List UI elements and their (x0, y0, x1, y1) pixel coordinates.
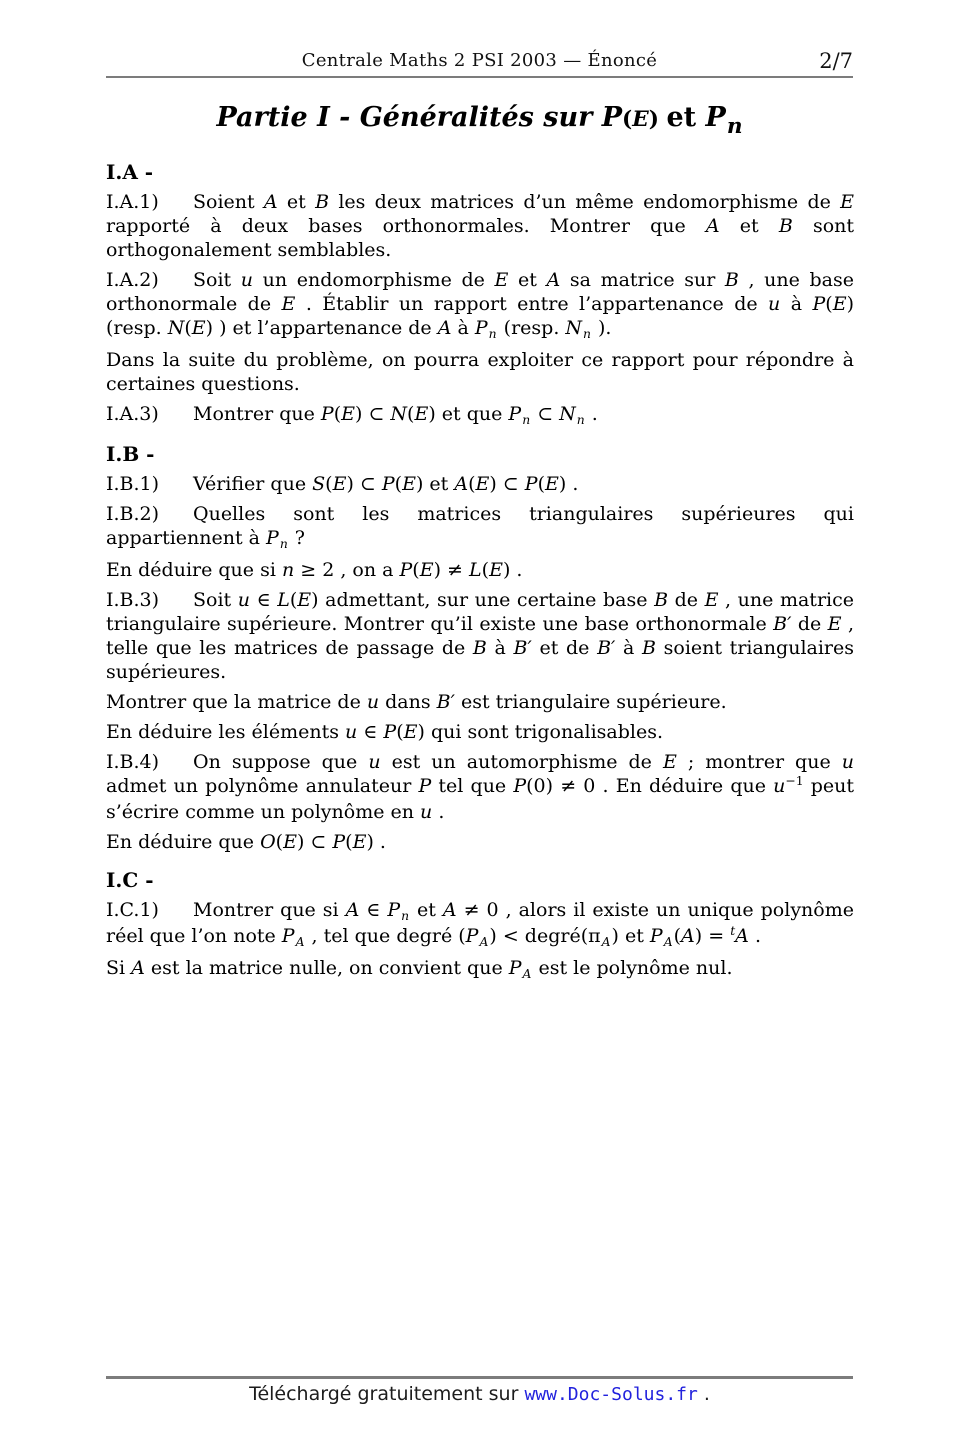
text-segment: E (352, 831, 367, 853)
text-segment: P (474, 317, 488, 339)
text-segment: Soit (193, 589, 238, 611)
text-segment: ( (345, 831, 353, 853)
item-number: I.A.3) (106, 403, 159, 425)
text-segment: E (662, 751, 677, 773)
paragraph (106, 720, 854, 744)
text-segment: B (778, 215, 793, 237)
text-segment: En déduire les éléments (106, 721, 345, 743)
text-segment: E (403, 721, 418, 743)
text-segment: ( (412, 559, 420, 581)
text-segment: ) admettant, sur une certaine base (311, 589, 655, 611)
text-segment: N (167, 317, 185, 339)
text-segment: , tel que degré ( (305, 925, 466, 947)
text-segment: A (681, 925, 695, 947)
text-segment: ( (333, 403, 342, 425)
text-segment: de (668, 589, 705, 611)
text-segment: ≠ 0 , alors il existe un unique polynôme réel que l’on note (106, 899, 854, 947)
text-segment: L (469, 559, 482, 581)
text-segment: B (315, 191, 330, 213)
text-segment: P (705, 102, 726, 133)
text-segment: En déduire que si (106, 559, 282, 581)
text-segment: B′ (597, 637, 616, 659)
text-segment: P (381, 473, 395, 495)
item-number: I.A.1) (106, 191, 159, 213)
text-segment: ∈ (359, 899, 388, 921)
text-segment: . (748, 925, 761, 947)
item-number: I.B.4) (106, 751, 160, 773)
text-segment: les deux matrices d’un même endomorphisme de (329, 191, 841, 213)
text-segment: ) qui sont trigonalisables. (417, 721, 664, 743)
text-segment: ) et que (428, 403, 509, 425)
paragraph (106, 830, 854, 854)
text-segment: A (454, 473, 469, 495)
paragraph (106, 268, 854, 342)
text-segment: ( (622, 107, 633, 132)
text-segment: I.C - (106, 868, 154, 892)
text-segment: E (419, 559, 434, 581)
document-body (106, 160, 854, 982)
text-segment: P (601, 102, 623, 133)
text-segment: ) ) et l’appartenance de (205, 317, 438, 339)
text-segment: E (191, 317, 206, 339)
text-segment: Montrer que si (193, 899, 346, 921)
paragraph (106, 558, 854, 582)
text-segment: t (730, 924, 736, 939)
text-segment: , une matrice triangulaire supérieure. Montrer qu’il existe une base orthonormale (106, 589, 854, 635)
text-segment: à (486, 637, 514, 659)
text-segment: E (402, 473, 416, 495)
text-segment: u (368, 751, 381, 773)
text-segment: ) et (611, 925, 650, 947)
text-segment: . (585, 403, 598, 425)
paragraph (106, 750, 854, 824)
text-segment: ) . (502, 559, 523, 581)
text-segment: u (237, 589, 250, 611)
text-segment: et (719, 215, 779, 237)
text-segment: Soit (193, 269, 241, 291)
text-segment: ⊂ (531, 403, 560, 425)
text-segment: E (494, 269, 509, 291)
text-segment: P (524, 473, 538, 495)
text-segment: B′ (513, 637, 532, 659)
section-heading (106, 160, 854, 184)
item-number: I.C.1) (106, 899, 159, 921)
header-title: Centrale Maths 2 PSI 2003 — Énoncé (301, 50, 658, 71)
text-segment: B (472, 637, 487, 659)
paragraph (106, 898, 854, 950)
text-segment: E (414, 403, 429, 425)
page-number: 2/7 (819, 49, 853, 73)
text-segment: A (131, 957, 145, 979)
text-segment: A (479, 934, 489, 949)
text-segment: Si (106, 957, 132, 979)
text-segment: n (488, 326, 497, 341)
text-segment: E (827, 613, 842, 635)
text-segment: Montrer que (193, 403, 321, 425)
text-segment: On suppose que (193, 751, 369, 773)
text-segment: N (390, 403, 408, 425)
text-segment: u (841, 751, 854, 773)
text-segment: u (240, 269, 254, 291)
text-segment: E (489, 559, 503, 581)
text-segment: (0) ≠ 0 . En déduire que (526, 775, 774, 797)
text-segment: est la matrice nulle, on convient que (144, 957, 509, 979)
text-segment: B′ (773, 613, 792, 635)
text-segment: B′ (436, 691, 455, 713)
text-segment: A (663, 934, 673, 949)
text-segment: A (735, 925, 749, 947)
text-segment: E (283, 831, 297, 853)
text-segment: u (366, 691, 380, 713)
footer-text-suffix: . (697, 1383, 710, 1405)
text-segment: Montrer que la matrice de (106, 691, 367, 713)
text-segment: u (773, 775, 786, 797)
text-segment: . Établir un rapport entre l’appartenance de (295, 293, 769, 315)
text-segment: A (601, 934, 611, 949)
section-heading (106, 868, 854, 892)
text-segment: ) ⊂ (489, 473, 525, 495)
text-segment: A (345, 899, 360, 921)
document-content (106, 96, 854, 988)
text-segment: ) ⊂ (355, 403, 391, 425)
text-segment: rapporté à deux bases orthonormales. Montrer que (106, 215, 706, 237)
text-segment: B (654, 589, 669, 611)
text-segment: et (277, 191, 316, 213)
text-segment: L (277, 589, 290, 611)
text-segment: n (583, 326, 591, 341)
text-segment: et (508, 269, 547, 291)
text-segment: Dans la suite du problème, on pourra exploiter ce rapport pour répondre à certaines questions. (106, 349, 854, 395)
text-segment: , telle que les matrices de passage de (106, 613, 854, 659)
text-segment: ) ⊂ (346, 473, 382, 495)
text-segment: P (387, 899, 401, 921)
text-segment: (resp. (497, 317, 566, 339)
footer-text-prefix: Téléchargé gratuitement sur (249, 1383, 525, 1405)
text-segment: P (332, 831, 346, 853)
text-segment: n (281, 559, 295, 581)
text-segment: n (522, 412, 531, 427)
text-segment: u (345, 721, 358, 743)
text-segment: ? (288, 527, 305, 549)
text-segment: A (437, 317, 452, 339)
text-segment: admet un polynôme annulateur (106, 775, 419, 797)
text-segment: et (666, 102, 706, 133)
text-segment: ) (648, 107, 667, 132)
text-segment: à (615, 637, 643, 659)
text-segment: O (260, 831, 276, 853)
paragraph (106, 690, 854, 714)
text-segment: ( (407, 403, 415, 425)
text-segment: E (281, 293, 296, 315)
text-segment: ( (468, 473, 476, 495)
text-segment: soient triangulaires supérieures. (106, 637, 854, 683)
text-segment: peut s’écrire comme un polynôme en (106, 775, 855, 823)
text-segment: E (475, 473, 490, 495)
text-segment: P (320, 403, 334, 425)
text-segment: ; montrer que (676, 751, 842, 773)
text-segment: E (332, 473, 347, 495)
paragraph (106, 956, 854, 982)
text-segment: n (726, 113, 743, 139)
text-segment: B (642, 637, 656, 659)
paragraph (106, 348, 854, 396)
item-number: I.B.2) (106, 503, 160, 525)
paragraph (106, 588, 854, 684)
text-segment: dans (379, 691, 437, 713)
footer-link[interactable]: www.Doc-Solus.fr (524, 1384, 698, 1405)
text-segment: de (791, 613, 828, 635)
text-segment: Quelles sont les matrices triangulaires supérieures qui appartiennent à (106, 503, 854, 549)
text-segment: I.B - (106, 442, 155, 466)
text-segment: E (545, 473, 559, 495)
text-segment: N (565, 317, 583, 339)
text-segment: E (704, 589, 719, 611)
text-segment: ). (591, 317, 612, 339)
paragraph (106, 472, 854, 496)
text-segment: N (559, 403, 576, 425)
item-number: I.B.3) (106, 589, 160, 611)
text-segment: I.A - (106, 160, 154, 184)
footer-rule (106, 1376, 853, 1379)
text-segment: n (576, 412, 585, 427)
text-segment: ( (537, 473, 545, 495)
text-segment: S (312, 473, 326, 495)
text-segment: E (297, 589, 312, 611)
text-segment: −1 (785, 774, 804, 789)
text-segment: E (632, 107, 649, 132)
text-segment: B (724, 269, 739, 291)
text-segment: tel que (431, 775, 514, 797)
text-segment: E (832, 293, 847, 315)
text-segment: A (295, 934, 305, 949)
text-segment: P (508, 403, 522, 425)
text-segment: E (341, 403, 355, 425)
page-header (106, 0, 853, 78)
text-segment: P (649, 925, 663, 947)
text-segment: un endomorphisme de (253, 269, 495, 291)
text-segment: A (546, 269, 561, 291)
text-segment: P (281, 925, 295, 947)
text-segment: A (705, 215, 720, 237)
text-segment: est triangulaire supérieure. (454, 691, 727, 713)
text-segment: P (513, 775, 527, 797)
text-segment: A (263, 191, 278, 213)
text-segment: A (522, 966, 532, 981)
item-number: I.A.2) (106, 269, 159, 291)
text-segment: Partie I - Généralités sur (216, 102, 602, 133)
paragraph (106, 190, 854, 262)
text-segment: ( (394, 473, 403, 495)
text-segment: ∈ (250, 589, 278, 611)
text-segment: ( (396, 721, 404, 743)
text-segment: ( (325, 473, 333, 495)
text-segment: P (383, 721, 397, 743)
document-title (106, 100, 854, 138)
text-segment: à (780, 293, 813, 315)
text-segment: ( (275, 831, 284, 853)
text-segment: est le polynôme nul. (532, 957, 733, 979)
text-segment: E (840, 191, 854, 213)
text-segment: ( (673, 925, 682, 947)
text-segment: sont orthogonalement semblables. (106, 215, 854, 261)
text-segment: ) ≠ (433, 559, 470, 581)
text-segment: P (399, 559, 413, 581)
text-segment: ( (825, 293, 833, 315)
text-segment: ) ⊂ (296, 831, 333, 853)
section-heading (106, 442, 854, 466)
text-segment: P (418, 775, 432, 797)
text-segment: P (508, 957, 522, 979)
paragraph (106, 402, 854, 428)
text-segment: ( (184, 317, 192, 339)
text-segment: P (812, 293, 826, 315)
text-segment: ) . (558, 473, 579, 495)
text-segment: ( (481, 559, 490, 581)
text-segment: . (432, 801, 445, 823)
text-segment: Soient (193, 191, 264, 213)
text-segment: ) = (694, 925, 731, 947)
text-segment: n (401, 908, 410, 923)
text-segment: n (279, 536, 288, 551)
text-segment: et de (531, 637, 598, 659)
text-segment: u (768, 293, 781, 315)
text-segment: P (465, 925, 479, 947)
text-segment: ∈ (357, 721, 384, 743)
text-segment: A (442, 899, 457, 921)
text-segment: P (266, 527, 279, 549)
text-segment: ( (289, 589, 298, 611)
text-segment: En déduire que (106, 831, 261, 853)
text-segment: ) et (415, 473, 455, 495)
text-segment: ) . (366, 831, 386, 853)
text-segment: et (410, 899, 443, 921)
text-segment: u (420, 801, 433, 823)
text-segment: ≥ 2 , on a (294, 559, 400, 581)
page-footer (106, 1383, 853, 1405)
text-segment: Vérifier que (193, 473, 313, 495)
text-segment: , une base orthonormale de (106, 269, 854, 315)
item-number: I.B.1) (106, 473, 160, 495)
text-segment: ) < degré(π (489, 925, 601, 947)
text-segment: sa matrice sur (560, 269, 725, 291)
paragraph (106, 502, 854, 552)
text-segment: à (451, 317, 475, 339)
text-segment: ) (resp. (106, 293, 854, 339)
text-segment: est un automorphisme de (380, 751, 663, 773)
